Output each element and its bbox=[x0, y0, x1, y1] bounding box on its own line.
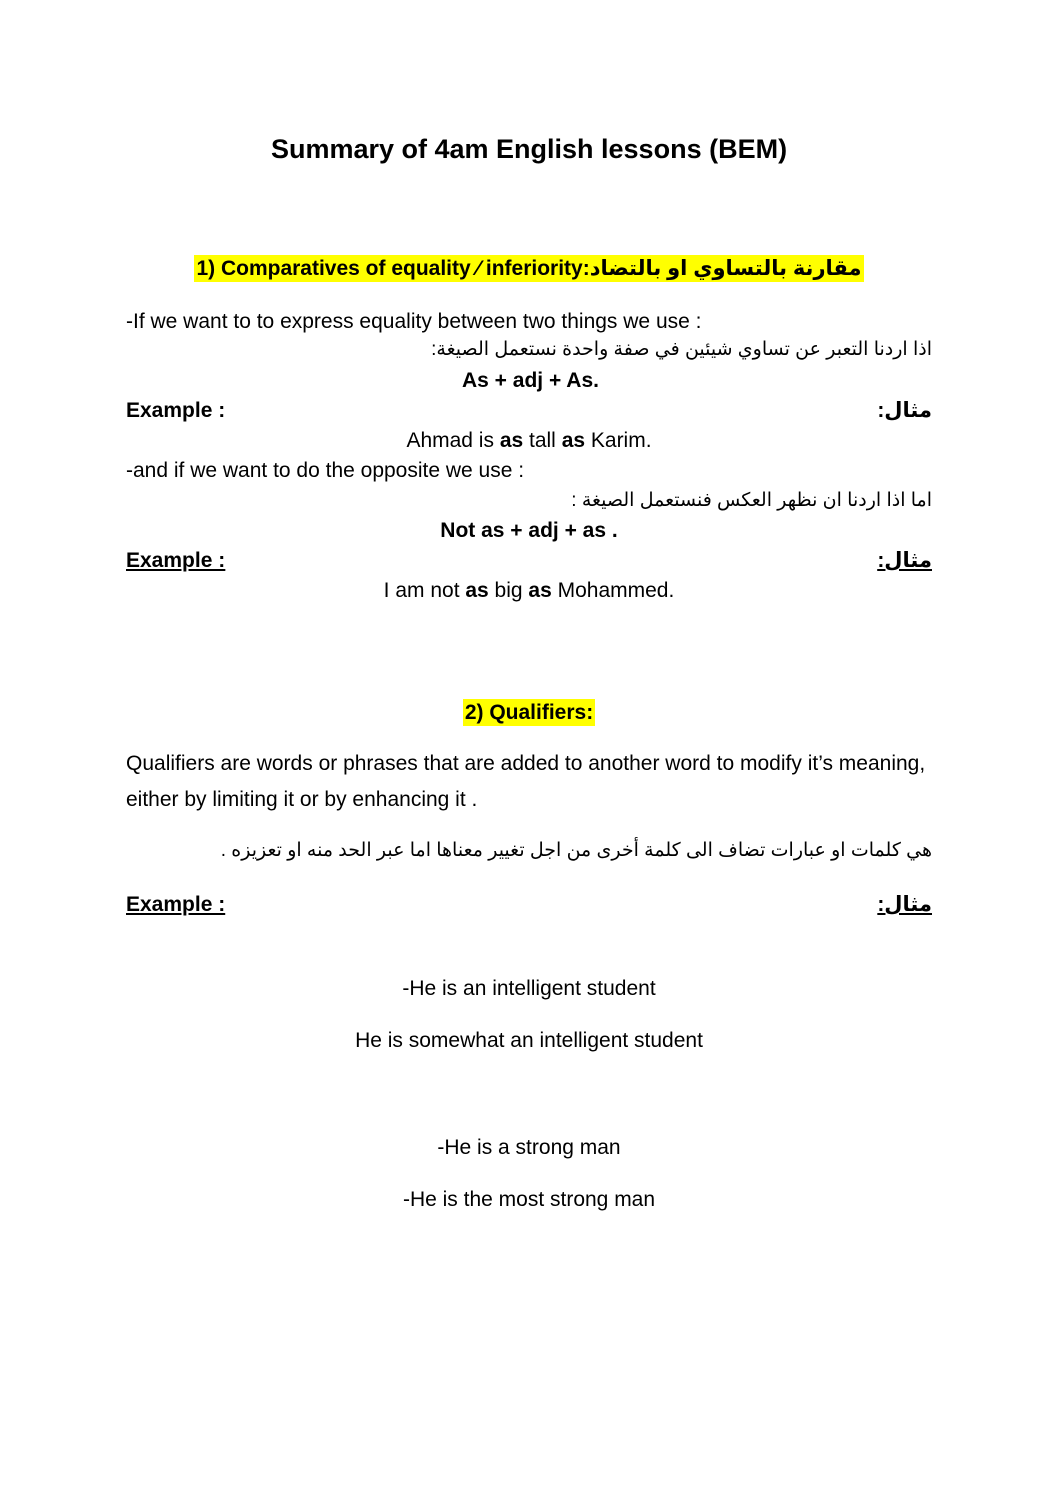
section1-intro-ar: اذا اردنا التعبر عن تساوي شيئين في صفة واحدة نستعمل الصيغة: bbox=[431, 339, 932, 360]
formula-equality: As + adj + As. bbox=[462, 369, 599, 392]
section1-heading bbox=[126, 256, 932, 282]
example-label-ar: مثال: bbox=[877, 549, 932, 572]
section1-heading-en: 1) Comparatives of equality ⁄ inferiority: bbox=[196, 257, 590, 280]
ex1-post: Karim. bbox=[585, 429, 652, 452]
qualifier-example: He is somewhat an intelligent student bbox=[355, 1029, 703, 1052]
section1-opposite-ar: اما اذا اردنا ان نظهر العكس فنستعمل الصيغة : bbox=[571, 490, 932, 511]
section1-opposite-en: -and if we want to do the opposite we use : bbox=[126, 459, 525, 482]
ex2-as-1: as bbox=[465, 579, 489, 602]
section2-definition-ar: هي كلمات او عبارات تضاف الى كلمة أخرى من اجل تغيير معناها اما عبر الحد منه او تعزيزه . bbox=[220, 840, 932, 861]
section2-definition-en: Qualifiers are words or phrases that are added to another word to modify it’s meaning, either by limiting it or by enhancing it . bbox=[126, 752, 926, 811]
example-sentence-2 bbox=[126, 578, 932, 604]
example-sentence-1 bbox=[126, 428, 932, 454]
formula-inferiority: Not as + adj + as . bbox=[440, 519, 618, 542]
ex2-mid: big bbox=[488, 579, 529, 602]
ex2-post: Mohammed. bbox=[551, 579, 675, 602]
example-label-ar: مثال: bbox=[877, 893, 932, 916]
qualifier-example: -He is a strong man bbox=[437, 1136, 621, 1159]
ex1-as-2: as bbox=[561, 429, 586, 452]
ex1-pre: Ahmad is bbox=[406, 429, 500, 452]
ex2-pre: I am not bbox=[383, 579, 466, 602]
qualifier-example: -He is an intelligent student bbox=[402, 977, 656, 1000]
example-label-en: Example : bbox=[126, 893, 226, 916]
page-title: Summary of 4am English lessons (BEM) bbox=[270, 134, 788, 164]
section1-heading-ar: مقارنة بالتساوي او بالتضاد bbox=[589, 257, 862, 280]
example-row-1 bbox=[126, 398, 932, 424]
ex2-as-2: as bbox=[528, 579, 552, 602]
qualifier-example: -He is the most strong man bbox=[402, 1188, 656, 1211]
section1-heading-highlight bbox=[194, 255, 863, 282]
ex1-mid: tall bbox=[523, 429, 562, 452]
section1-intro-en: -If we want to to express equality between two things we use : bbox=[126, 310, 702, 333]
ex1-as-1: as bbox=[499, 429, 524, 452]
example-label-ar: مثال: bbox=[877, 399, 932, 422]
section2-heading-highlight: 2) Qualifiers: bbox=[464, 701, 594, 724]
section2-heading bbox=[126, 700, 932, 726]
example-row-2 bbox=[126, 548, 932, 574]
example-row-3 bbox=[126, 892, 932, 918]
example-label-en: Example : bbox=[126, 549, 226, 572]
example-label-en: Example : bbox=[126, 399, 226, 422]
